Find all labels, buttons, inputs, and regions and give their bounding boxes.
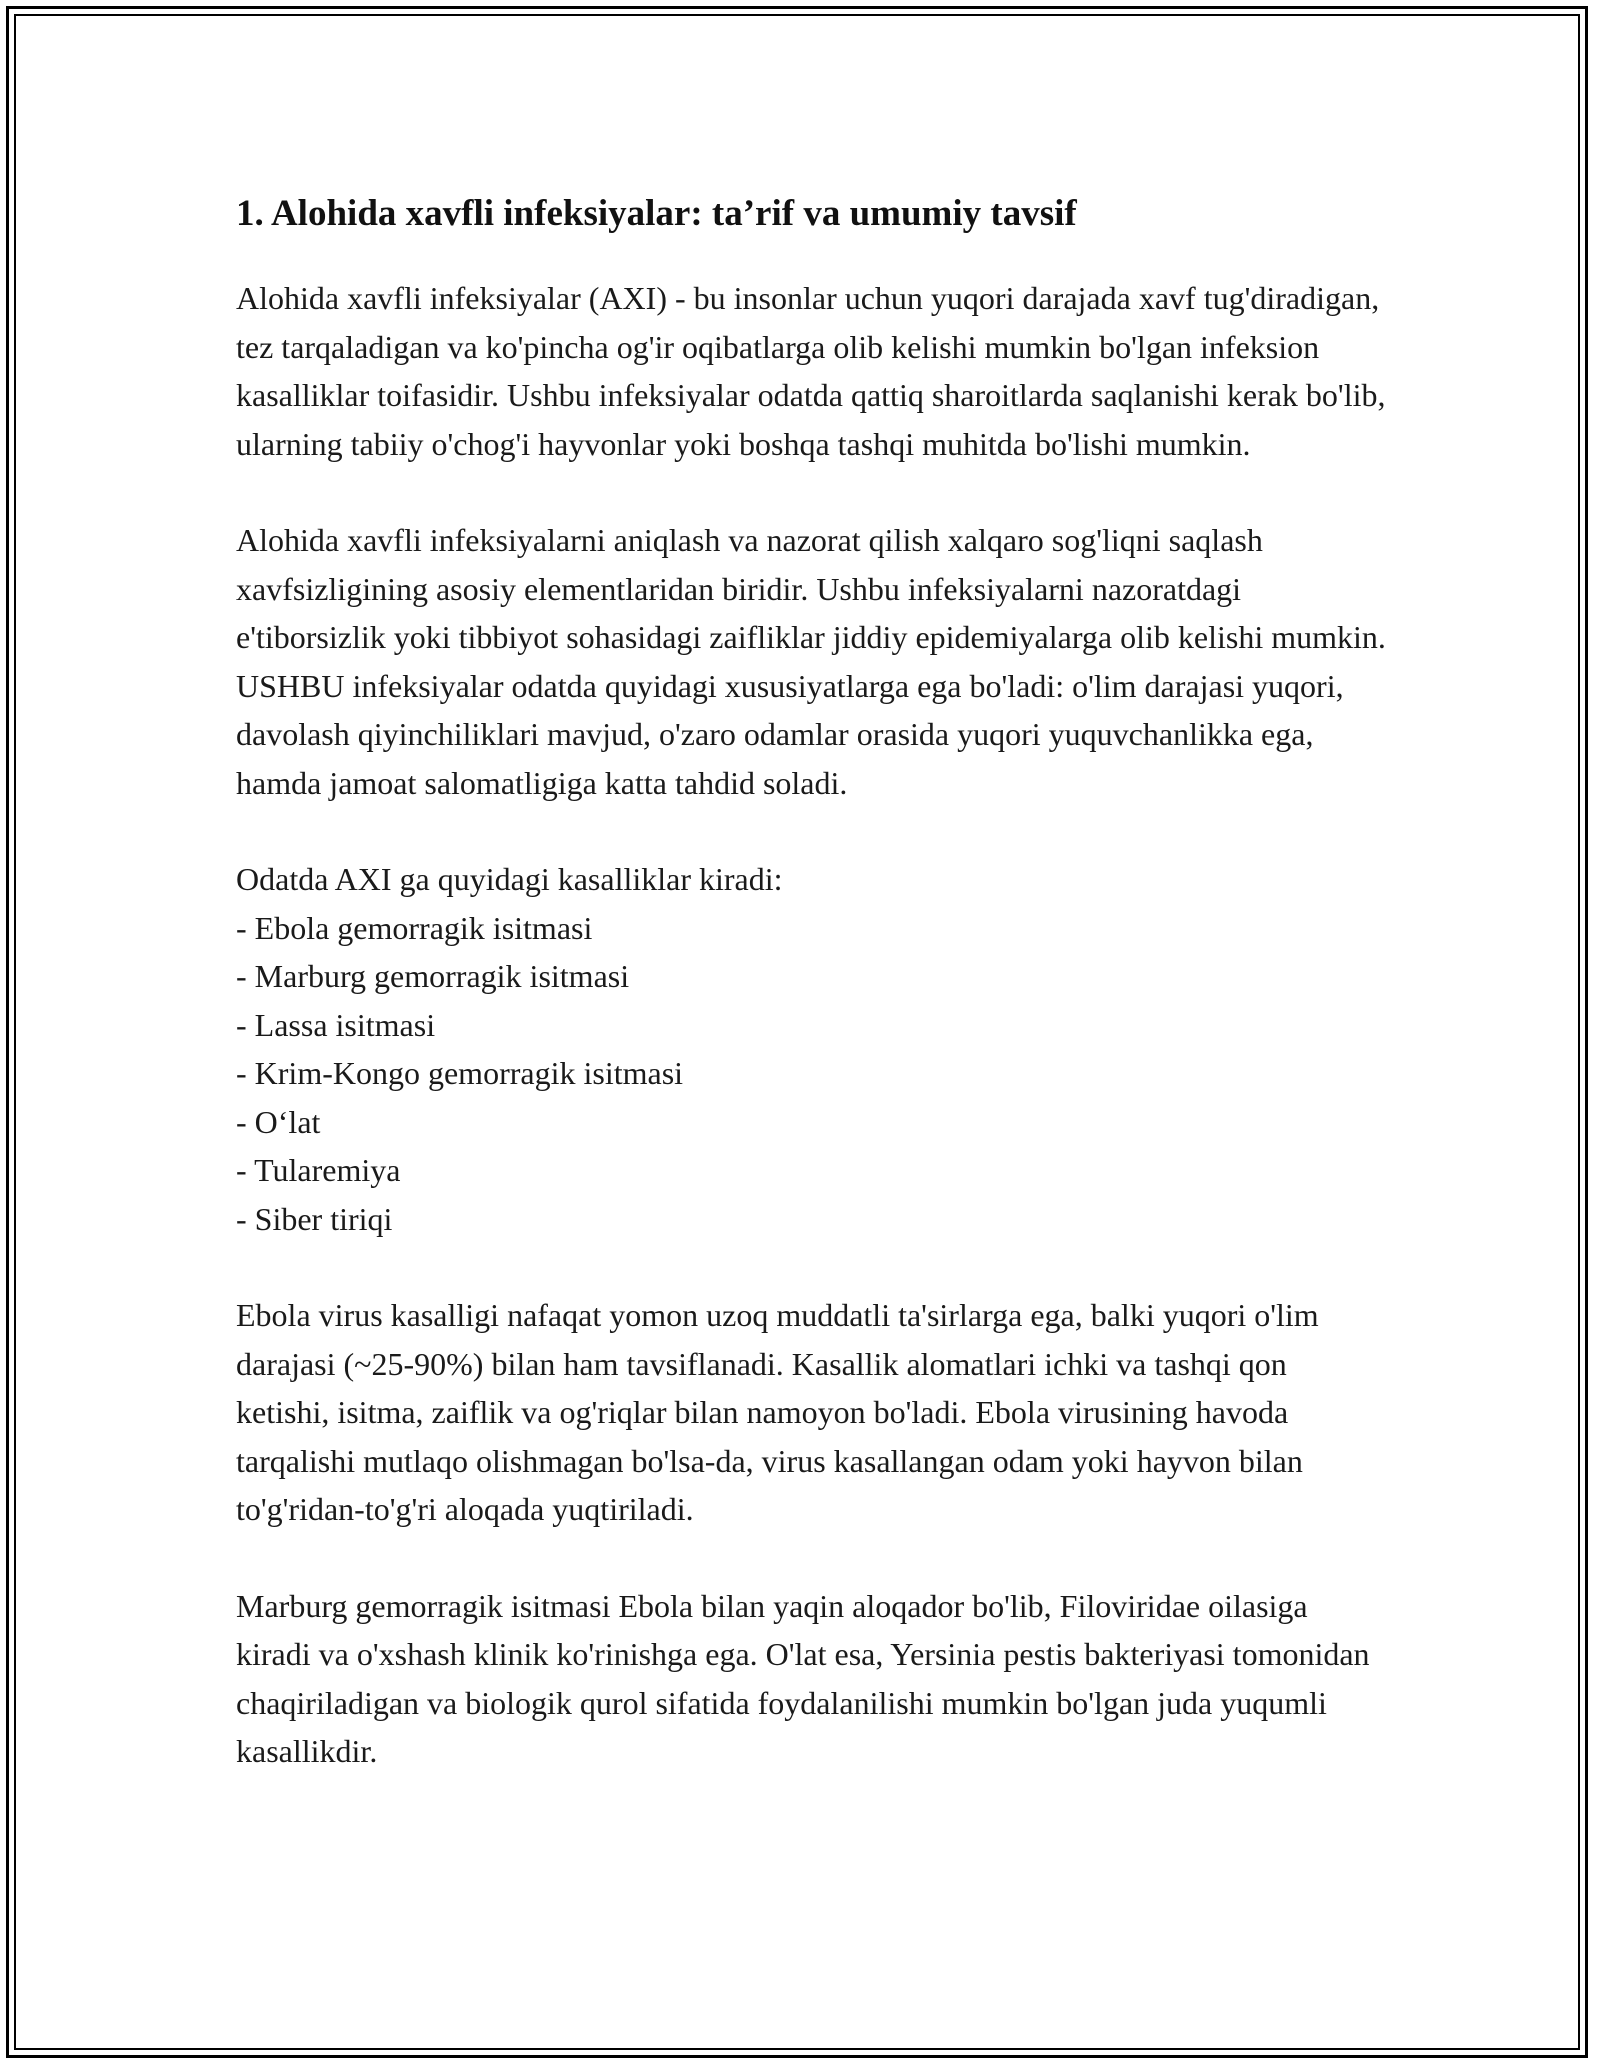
- list-item: - Tularemiya: [236, 1152, 401, 1188]
- list-item: - Siber tiriqi: [236, 1200, 393, 1237]
- disease-list: [236, 904, 1386, 1244]
- list-item: - Marburg gemorragik isitmasi: [236, 958, 630, 994]
- paragraph-marburg: Marburg gemorragik isitmasi Ebola bilan yaqin aloqador bo'lib, Filoviridae oilasiga kiradi va o'xshash klinik ko'rinishga ega. O'lat esa, Yersinia pestis bakteriyasi tomonidan chaqiriladigan va biologik qurol sifatida foydalanilishi mumkin bo'lgan juda yuqumli kasallikdir.: [236, 1587, 1370, 1769]
- paragraph-ebola: Ebola virus kasalligi nafaqat yomon uzoq muddatli ta'sirlarga ega, balki yuqori o'lim darajasi (~25-90%) bilan ham tavsiflanadi. Kasallik alomatlari ichki va tashqi qon ketishi, isitma, zaiflik va og'riqlar bilan namoyon bo'ladi. Ebola virusining havoda tarqalishi mutlaqo olishmagan bo'lsa-da, virus kasallangan odam yoki hayvon bilan to'g'ridan-to'g'ri aloqada yuqtiriladi.: [236, 1297, 1319, 1527]
- list-item: - Krim-Kongo gemorragik isitmasi: [236, 1055, 684, 1091]
- section-heading: 1. Alohida xavfli infeksiyalar: ta’rif va umumiy tavsif: [236, 193, 1077, 234]
- paragraph-control: Alohida xavfli infeksiyalarni aniqlash va nazorat qilish xalqaro sog'liqni saqlash xavfsizligining asosiy elementlaridan biridir. Ushbu infeksiyalarni nazoratdagi e'tiborsizlik yoki tibbiyot sohasidagi zaifliklar jiddiy epidemiyalarga olib kelishi mumkin. USHBU infeksiyalar odatda quyidagi xususiyatlarga ega bo'ladi: o'lim darajasi yuqori, davolash qiyinchiliklari mavjud, o'zaro odamlar orasida yuqori yuquvchanlikka ega, hamda jamoat salomatligiga katta tahdid soladi.: [236, 522, 1386, 801]
- list-intro: Odatda AXI ga quyidagi kasalliklar kiradi:: [236, 861, 783, 897]
- list-item: - Ebola gemorragik isitmasi: [236, 909, 593, 946]
- list-item: - O‘lat: [236, 1103, 321, 1140]
- paragraph-definition: Alohida xavfli infeksiyalar (AXI) - bu insonlar uchun yuqori darajada xavf tug'diradigan, tez tarqaladigan va ko'pincha og'ir oqibatlarga olib kelishi mumkin bo'lgan infeksion kasalliklar toifasidir. Ushbu infeksiyalar odatda qattiq sharoitlarda saqlanishi kerak bo'lib, ularning tabiiy o'chog'i hayvonlar yoki boshqa tashqi muhitda bo'lishi mumkin.: [236, 280, 1386, 462]
- list-item: - Lassa isitmasi: [236, 1006, 436, 1043]
- document-body: [236, 188, 1386, 1824]
